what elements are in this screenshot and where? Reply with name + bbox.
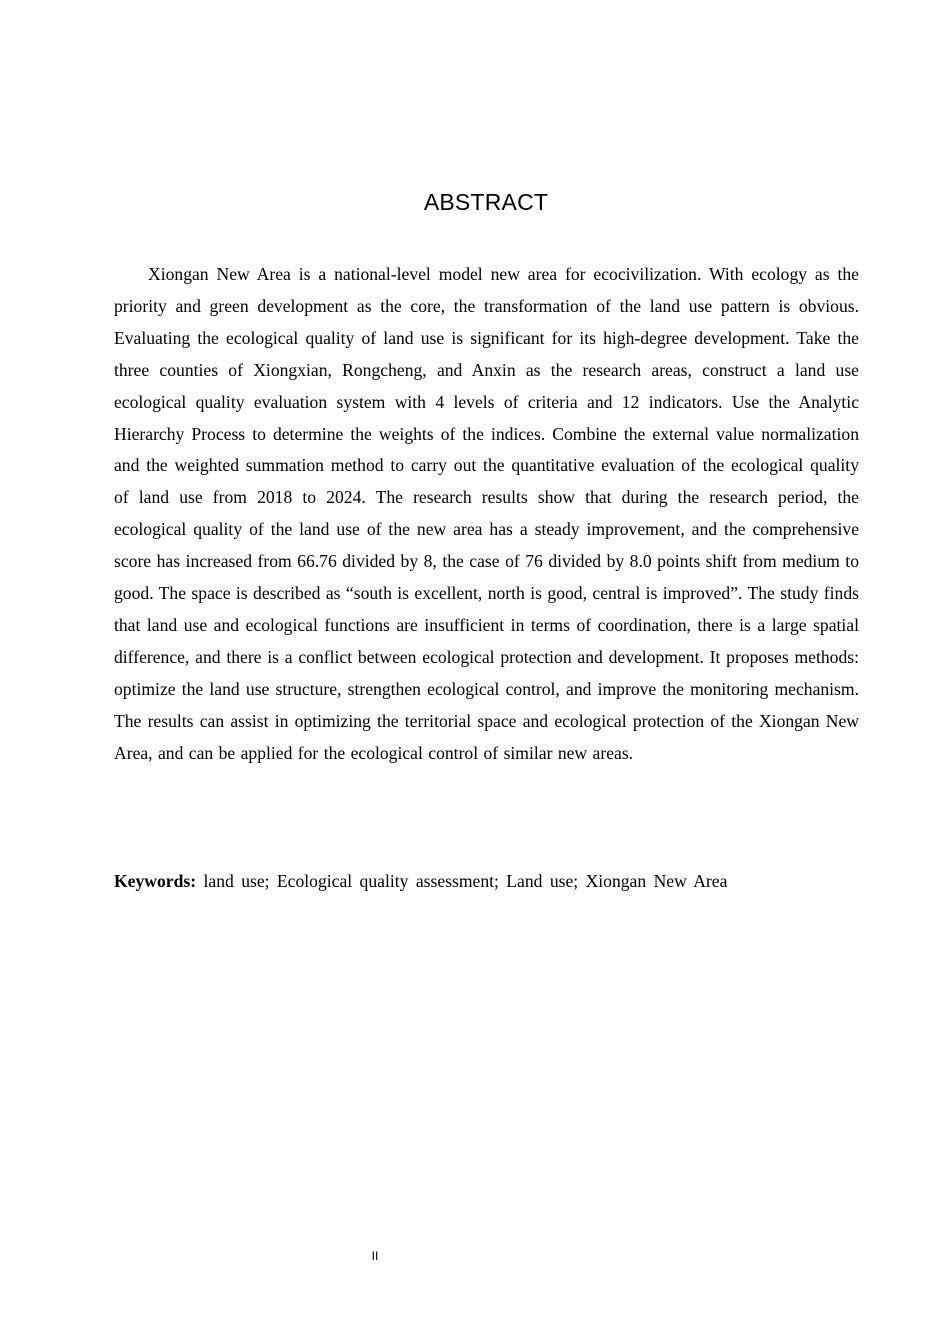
keywords-label: Keywords:: [114, 871, 197, 891]
keywords-line: [114, 866, 859, 898]
abstract-title: ABSTRACT: [423, 189, 549, 215]
abstract-paragraph: Xiongan New Area is a national-level model new area for ecocivilization. With ecology as the priority and green development as the core, the transformation of the land use pattern is obvious. Evaluating the ecological quality of land use is significant for its high-degree development. Take the three counties of Xiongxian, Rongcheng, and Anxin as the research areas, construct a land use ecological quality evaluation system with 4 levels of criteria and 12 indicators. Use the Analytic Hierarchy Process to determine the weights of the indices. Combine the external value normalization and the weighted summation method to carry out the quantitative evaluation of the ecological quality of land use from 2018 to 2024. The research results show that during the research period, the ecological quality of the land use of the new area has a steady improvement, and the comprehensive score has increased from 66.76 divided by 8, the case of 76 divided by 8.0 points shift from medium to good. The space is described as “south is excellent, north is good, central is improved”. The study finds that land use and ecological functions are insufficient in terms of coordination, there is a large spatial difference, and there is a conflict between ecological protection and development. It proposes methods: optimize the land use structure, strengthen ecological control, and improve the monitoring mechanism. The results can assist in optimizing the territorial space and ecological protection of the Xiongan New Area, and can be applied for the ecological control of similar new areas.: [114, 264, 859, 763]
keywords-text: land use; Ecological quality assessment; Land use; Xiongan New Area: [203, 871, 728, 891]
page-number: II: [371, 1249, 379, 1263]
